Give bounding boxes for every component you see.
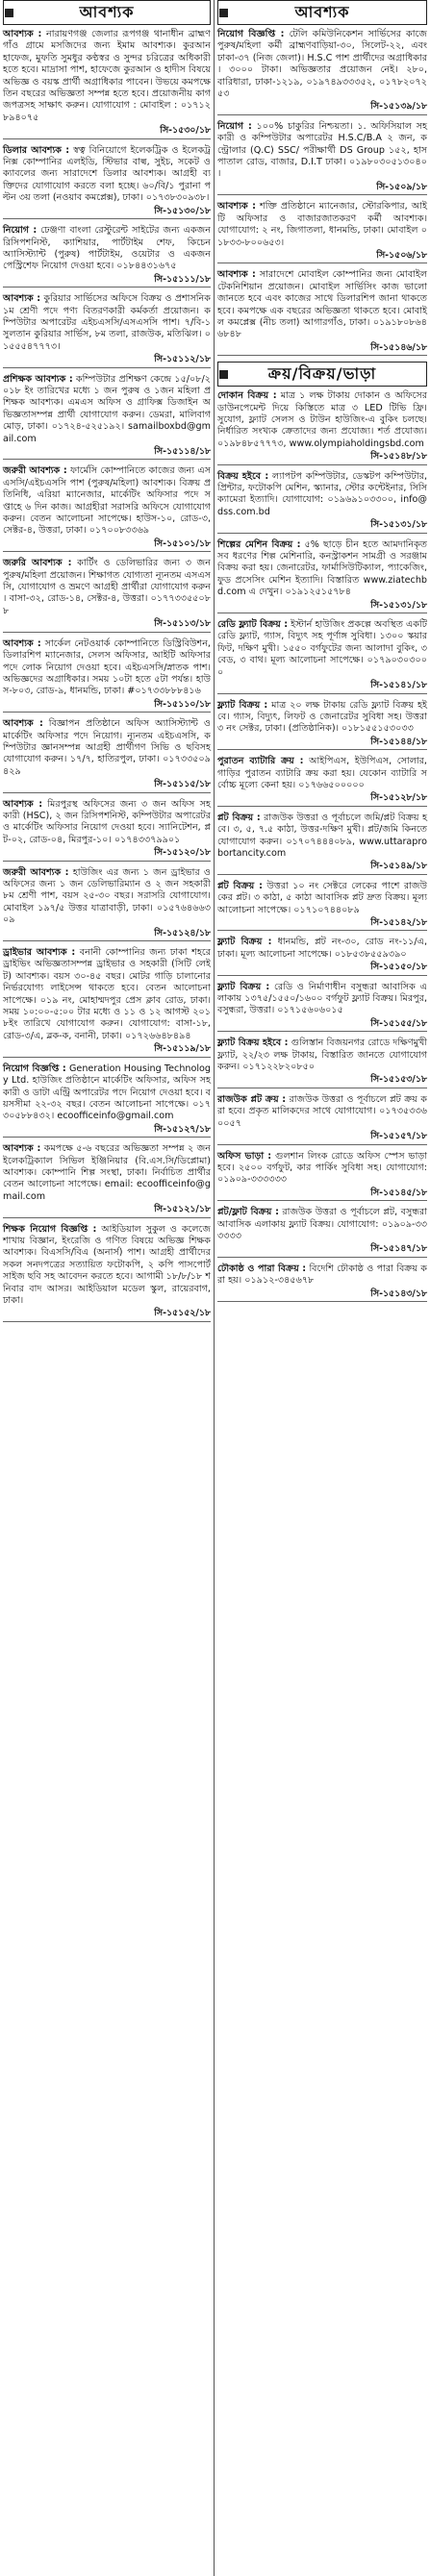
ad-headline: আবশ্যক : bbox=[3, 29, 42, 39]
ad-reference-code: সি-১৫১১৫/১৮ bbox=[154, 779, 211, 790]
classified-ad bbox=[217, 1207, 427, 1258]
ad-headline: জরুরী আবশ্যক : bbox=[3, 866, 69, 878]
ad-body-text: বিদেশি ঢৌকাষ্ঠ ও পারা বিক্রয় করা হয়। ০১৯১২-৩৪৫৬৭৮ bbox=[217, 1263, 427, 1287]
ad-body-text: কম্পিউটার প্রশিক্ষণ কেন্দ্রে ১৫/০৮/২০১৮ ইং তারিখের মধ্যে ১ জন পুরুষ ও ১জন মহিলা প্রশিক্ষক আবশ্যক। এমএস অফিস ও গ্রাফিক্স ডিজাইন অভিজ্ঞতাসম্পন্ন প্রার্থী যোগাযোগ করুন। ডেমরা, মালিবাগ মোড়, ঢাকা। ০১৭২৪-৫২৫১৯২। samailboxbd@gmail.com bbox=[3, 373, 211, 444]
ad-headline: প্লট বিক্রয় : bbox=[217, 812, 261, 823]
classified-ad bbox=[3, 867, 211, 941]
ad-headline: আবশ্যক : bbox=[3, 638, 41, 649]
ad-headline: পুরাতন ব্যাটারি ক্রয় : bbox=[217, 756, 304, 767]
ad-body-text: ১০০% চাকুরির নিশ্চয়তা। ১. অফিসিয়াল সহকারী ও কম্পিউটার অপারেটর H.S.C/B.A ২ জন, কন্ট্রোলার (Q.C) SSC/ পরীক্ষার্থী DS Group ১৫২, হাসপাতাল রোড, বাজার, D.I.T ঢাকা। ০১৯৮০৩০৫১৩০৪০। bbox=[217, 120, 428, 180]
ad-headline: প্লট/ফ্লাট বিক্রয় : bbox=[217, 1207, 279, 1218]
ad-headline: রেডি ফ্ল্যাট বিক্রয় : bbox=[217, 619, 289, 631]
ad-reference-code: সি-১৫১৪৭/১৮ bbox=[370, 1243, 427, 1255]
ad-body-text: স্বত্ব বিনিয়োগে ইলেকট্রিক ও ইলেকট্রনিক্স কোম্পানির এলইডি, স্টিভার বাল্ব, সুইচ, সকেট ও ক্যাবলের জন্য সারাদেশে ডিলার আবশ্যক। আগ্রহী ব্যক্তিদের যোগাযোগ করতে বলা হচ্ছে। ৬০/বি/১ পুরানা পল্টন ৩য় তলা (নওয়াব কমপ্লেক্স), ঢাকা। ০১৭৩৮৩০৯৩৮। bbox=[3, 144, 211, 204]
ad-headline: আবশ্যক : bbox=[217, 201, 256, 213]
ad-reference-code: সি-১৫১৪৮/১৮ bbox=[370, 451, 427, 463]
classified-ad bbox=[217, 756, 427, 807]
ad-headline: নিয়োগ বিজ্ঞপ্তি : bbox=[3, 1063, 66, 1074]
classified-ad bbox=[217, 121, 427, 195]
classified-ad bbox=[3, 145, 211, 219]
left-ads-list bbox=[3, 29, 211, 1322]
ad-headline: নিয়োগ : bbox=[217, 120, 252, 132]
ad-headline: ঢৌকাষ্ঠ ও পারা বিক্রয় : bbox=[217, 1263, 307, 1274]
ad-body-text: মাত্র ২০ লক্ষ টাকায় রেডি ফ্ল্যাট বিক্রয় হইবে। গ্যাস, বিদ্যুৎ, লিফট ও জেনারেটর সুবিধা সহ। উত্তরা ৩ নং সেক্টর, ঢাকা। (প্রতিষ্ঠানিক)। ০১৮১৫৫১৫৩০৩৩ bbox=[217, 699, 427, 735]
right-section-header-buysell bbox=[217, 362, 427, 387]
ad-reference-code: সি-১৫১৩৯/১৮ bbox=[370, 101, 427, 113]
ad-headline: আবশ্যক : bbox=[3, 293, 41, 305]
left-column bbox=[3, 0, 211, 1328]
ad-body-text: উত্তরা ১০ নং সেক্টরে লেকের পাশে রাজউকের প্লট। ৩ কাঠা, ৫ কাঠা আবাসিক প্লট দ্রুত বিক্রয়। মূল্য আলোচনা সাপেক্ষে। ০১৭১০৭৪৪০৮৯ bbox=[217, 880, 427, 915]
classified-ad bbox=[3, 799, 211, 862]
right-column bbox=[217, 0, 427, 1308]
ad-body-text: মাত্র ১ লক্ষ টাকায় দোকান ও অফিসের ডাউনপেমেন্ট দিয়ে কিস্তিতে মাত্র ৩ LED টিভি ফ্রি। সুযোগ, ফ্ল্যাট সেলস ও টাউন হাউজিং-এ বুকিং চলছে। নির্ধারিত সংখ্যক ক্রেতাদের জন্য প্রযোজ্য। শর্ত প্রযোজ্য। ০১৯৮৪৮৫৭৭৭৩, www.olympiaholdingsbd.com bbox=[217, 390, 427, 449]
ad-body-text: কমপক্ষে ৫-৬ বছরের অভিজ্ঞতা সম্পন্ন ২ জন ইলেকট্রিক্যাল সিভিল ইঞ্জিনিয়ার (বি.এস.সি/ডিপ্লোমা) আবশ্যক। কোম্পানি শিল্প সংস্থা, ঢাকা। নির্বাচিত প্রার্থীর বেতন আলোচনা সাপেক্ষে। email: ecoofficeinfo@gmail.com bbox=[3, 1143, 211, 1202]
ad-reference-code: সি-১৫১৪৯/১৮ bbox=[370, 861, 427, 872]
left-section-header bbox=[3, 0, 211, 25]
ad-reference-code: সি-১৫১০১/১৮ bbox=[154, 538, 211, 549]
ad-headline: প্লট বিক্রয় : bbox=[217, 880, 263, 891]
section-heading: আবশ্যক bbox=[217, 0, 427, 25]
ad-headline: ফ্ল্যাট বিক্রয় : bbox=[217, 981, 270, 992]
corner-marker-icon bbox=[5, 9, 13, 17]
ad-reference-code: সি-১৫১১১/১৮ bbox=[154, 273, 211, 285]
ad-headline: ফ্ল্যাট বিক্রয় : bbox=[217, 937, 272, 948]
ad-body-text: আইপিএস, ইউপিএস, সোলার, গাড়ির পুরাতন ব্যাটারি ক্রয় করা হয়। যেকোন ব্যাটারি সর্বোচ্চ মূল্যে কেনা হয়। ০১৭৬৬৫০০০০০ bbox=[217, 756, 427, 790]
ad-reference-code: সি-১৫১৪৫/১৮ bbox=[370, 1187, 427, 1198]
ad-reference-code: সি-১৫১৫৫/১৮ bbox=[370, 1017, 427, 1029]
classified-ad bbox=[3, 374, 211, 461]
ad-headline: আবশ্যক : bbox=[3, 798, 43, 810]
classified-ad bbox=[3, 558, 211, 632]
ad-headline: বিক্রয় হইবে : bbox=[217, 470, 269, 482]
classified-ad bbox=[3, 718, 211, 792]
ad-reference-code: সি-১৫১৩০/১৮ bbox=[154, 205, 211, 216]
classified-ad bbox=[3, 638, 211, 713]
ad-body-text: কার্টিং ও ডেলিভারির জন্য ৩ জন পুরুষ/মহিলা প্রয়োজন। শিক্ষাগত যোগ্যতা ন্যূনতম এসএসসি, যোগাযোগ ও ভ্রমণে আগ্রহী প্রার্থীরা যোগাযোগ করুন। বাসা-৩২, রোড-১৪, সেক্টর-৪, উত্তরা। ০১৭৭৩৩৫৫০৮৮ bbox=[3, 558, 211, 616]
ad-reference-code: সি-১৫১৪২/১৮ bbox=[370, 917, 427, 928]
ad-body-text: টেলি কমিউনিকেশন সার্ভিসের কাজে পুরুষ/মহিলা কর্মী ব্রাহ্মণবাড়িয়া-৩০, সিলেট-২২, এবং ঢাকা-৩৭ (নিজ জেলা)। H.S.C পাশ প্রার্থীদের অগ্রাধিকার। ৩০০০ টাকা। অভিজ্ঞতার প্রয়োজন নেই। ২৮০, বারিধারা, ঢাকা-১২১৯, ০১৯৭৪৯৩৩৩৫২, ০১৭৮২০৭২৫৩ bbox=[217, 29, 427, 100]
ad-headline: আবশ্যক : bbox=[3, 718, 43, 730]
ad-reference-code: সি-১৫১৩১/১৮ bbox=[370, 599, 427, 611]
classified-ad bbox=[217, 881, 427, 932]
classified-ad bbox=[217, 1263, 427, 1302]
classified-ad bbox=[3, 1063, 211, 1138]
ad-reference-code: সি-১৫১১৯/১৮ bbox=[154, 1043, 211, 1055]
ad-body-text: মিরপুরস্থ অফিসের জন্য ৩ জন অফিস সহকারী (HSC), ২ জন রিসিপশনিস্ট, কম্পিউটার অপারেটর ও মার্কেটিং অফিসার নিয়োগ দেওয়া হবে। স্যানিটেশন, প্লট-০২, রোড-০৪, মিরপুর-১০। ০১৭৪৩৩৭৯৯০১ bbox=[3, 798, 211, 845]
ad-body-text: বিজ্ঞাপন প্রতিষ্ঠানে অফিস অ্যাসিস্ট্যান্ট ও মার্কেটিং অফিসার পদে নিয়োগ। ন্যূনতম এইচএসসি, কম্পিউটার জ্ঞানসম্পন্ন আগ্রহী প্রার্থীগণ সিভি ও ছবিসহ যোগাযোগ করুন। ১৭/৭, হাতিরপুল, ঢাকা। ০১৭৩৩৫০৯৪২৯ bbox=[3, 718, 211, 777]
classified-ad bbox=[217, 619, 427, 693]
ad-headline: ডিলার আবশ্যক : bbox=[3, 144, 70, 156]
ad-headline: জরুরী আবশ্যক : bbox=[3, 465, 67, 477]
classified-ad bbox=[217, 471, 427, 534]
ad-reference-code: সি-১৫১৪৪/১৮ bbox=[370, 736, 427, 747]
ad-reference-code: সি-১৫১৫২/১৮ bbox=[154, 1308, 211, 1319]
ad-body-text: ৫% ছাড়ে চীন হতে আমদানিকৃত সব ধরণের শিল্প মেশিনারি, কনস্ট্রাকশন সামগ্রী ও সরঞ্জাম বিক্রয় করা হয়। জেনারেটর, ফার্মাসিউটিক্যাল, প্যাকেজিং, ফুড প্রসেসিং মেশিন ইত্যাদি। বিস্তারিত www.ziatechbd.com এ দেখুন। ০১৯১২৫১৫৭৮৪ bbox=[217, 538, 427, 598]
ad-reference-code: সি-১৫১২৮/১৮ bbox=[370, 792, 427, 804]
classified-ad bbox=[217, 201, 427, 263]
classified-ad bbox=[217, 813, 427, 875]
ad-reference-code: সি-১৫০৬/১৮ bbox=[376, 249, 427, 261]
ad-headline: নিয়োগ বিজ্ঞপ্তি : bbox=[217, 29, 285, 39]
ad-reference-code: সি-১৫১৪৬/১৮ bbox=[370, 341, 427, 353]
ad-headline: শিল্পের মেশিন বিক্রয় : bbox=[217, 538, 301, 550]
ad-reference-code: সি-১৫০৯/১৮ bbox=[376, 181, 427, 192]
classified-ad bbox=[3, 29, 211, 139]
ad-reference-code: সি-১৫১১০/১৮ bbox=[154, 698, 211, 710]
ad-body-text: গুলিস্তান বিজয়নগর রোডে দক্ষিণমুখী ফ্ল্যাট, ২২/২৩ লক্ষ টাকায়, বিস্তারিত জানতে যোগাযোগ করুন। ০১৭১২২৮২০৮৫০ bbox=[217, 1038, 427, 1073]
corner-marker-icon bbox=[219, 9, 228, 17]
ad-body-text: আইডিয়াল সুকুল ও কলেজে শাখায় বিজ্ঞান, ইংরেজি ও গণিত বিষয়ে অভিজ্ঞ শিক্ষক আবশ্যক। বিএসসি/বিএ (অনার্স) পাশ। আগ্রহী প্রার্থীদের সকল সনদপত্রের সত্যায়িত ফটোকপি, ২ কপি পাসপোর্ট সাইজ ছবি সহ আবেদন করতে হবে। আগামী ১৮/৮/১৮ শনিবার বাদ আসর। আইডিয়াল মডেল স্কুল, রায়েরবাগ, ঢাকা। bbox=[3, 1223, 211, 1306]
right-ads-list-buysell bbox=[217, 390, 427, 1302]
ad-body-text: Generation Housing Technology Ltd. হাউজিং প্রতিষ্ঠানে মার্কেটিং অফিসার, অফিস সহকারী ও ডাটা এন্ট্রি অপারেটর পদে নিয়োগ দেওয়া হবে। বয়সসীমা ২২-৩২ বছর। বেতন আলোচনা সাপেক্ষে। ০১৭৩০৫৮৮৪৩২। ecoofficeinfo@gmail.com bbox=[3, 1063, 211, 1122]
ad-body-text: ফার্মেসি কোম্পানিতে কাজের জন্য এসএসসি/এইচএসসি পাশ (পুরুষ/মহিলা) আবশ্যক। বিক্রয় প্রতিনিধি, এরিয়া ম্যানেজার, মার্কেটিং অফিসার পদে সপ্তাহে ৬ দিন কাজ। আগ্রহীরা সরাসরি অফিসে যোগাযোগ করুন। বেতন আলোচনা সাপেক্ষে। হাউস-১০, রোড-৩, সেক্টর-৪, উত্তরা, ঢাকা। ০১৭০০৮৩৩৬৯ bbox=[3, 465, 211, 537]
ad-reference-code: সি-১৫১৪১/১৮ bbox=[370, 680, 427, 691]
ad-headline: জরুরি আবশ্যক : bbox=[3, 558, 72, 569]
ad-headline: ফ্ল্যাট বিক্রয় : bbox=[217, 699, 268, 711]
ad-body-text: নারায়ণগঞ্জ জেলার রূপগঞ্জ থানাধীন ব্রাহ্মণগাঁও গ্রামে মসজিদের জন্য ইমাম আবশ্যক। কুরআন হাফেজ, মুফতি সুমধুর কণ্ঠস্বর ও সুন্দর চরিত্রের অধিকারী হতে হবে। মাদ্রাসা পাশ, হাফেজে কুরআন ও হাদীস বিষয়ে অভিজ্ঞ ও বয়স্ক প্রার্থী অগ্রাধিকার পাবেন। উভয়ে কমপক্ষে তিন বছরের অভিজ্ঞতা সম্পন্ন হতে হবে। প্রয়োজনীয় কাগজপত্রসহ সাক্ষাৎ করুন। যোগাযোগ : মোবাইল : ০১৭১২৮৯৪০৭৫ bbox=[3, 29, 211, 123]
ad-body-text: রাজউক উত্তরা ও পূর্বাচলে জমি/প্লট বিক্রয় হবে। ৩, ৫, ৭.৫ কাঠা, উত্তর-দক্ষিণ মুখী। প্লট/জমি কিনতে যোগাযোগ করুন। ০১৭০৭৪৪৪০৮৯, www.uttaraprobortancity.com bbox=[217, 812, 427, 859]
classified-ad bbox=[217, 1151, 427, 1202]
ad-body-text: হাউজিং এর জন্য ১ জন ড্রাইভার ও অফিসের জন্য ১ জন ডেলিভারিম্যান ও ২ জন সহকারী ৮ম শ্রেণী পাশ, বয়স ২৫-৩০ বছর। সরাসরি যোগাযোগ। মোবাইল ১৯৭/৫ উত্তর যাত্রাবাড়ী, ঢাকা। ০১৫৭৬৪৬৬৩০৯ bbox=[3, 866, 211, 926]
ad-reference-code: সি-১৫১২৭/১৮ bbox=[154, 1123, 211, 1135]
ad-body-text: সার্কেল নেটওয়ার্ক কোম্পানিতে ডিস্ট্রিবিউশন, ডিলারশিপ ম্যানেজার, সেলস অফিসার, আইটি অফিসার পদে লোক নিয়োগ দেওয়া হবে। এইচএসসি/স্নাতক পাশ। অভিজ্ঞদের অগ্রাধিকার। সময় ১০টা হতে ৫টা পর্যন্ত। হাউস-৮০৩, রোড-৯, ধানমন্ডি, ঢাকা। #০১৭৩৩৮৮৮৪১৬ bbox=[3, 638, 211, 697]
classified-ad bbox=[217, 982, 427, 1033]
classified-ad bbox=[3, 947, 211, 1058]
ad-headline: দোকান বিক্রয় : bbox=[217, 390, 277, 402]
classified-ad bbox=[217, 269, 427, 356]
section-heading: ক্রয়/বিক্রয়/ভাড়া bbox=[217, 362, 427, 387]
ad-reference-code: সি-১৫১৫০/১৮ bbox=[370, 962, 427, 973]
ad-reference-code: সি-১৫১৫৭/১৮ bbox=[370, 1131, 427, 1142]
ad-body-text: গুলশান লিংক রোডে অফিস স্পেস ভাড়া হবে। ২৫০০ বর্গফুট, কার পার্কিং সুবিধা সহ। যোগাযোগ: ০১৯০৯-৩৩৩৩৩৩ bbox=[217, 1150, 427, 1186]
right-ads-list-wanted bbox=[217, 29, 427, 356]
ad-reference-code: সি-১৫১১২/১৮ bbox=[154, 354, 211, 365]
ad-body-text: কুরিয়ার সার্ভিসের অফিসে বিক্রয় ও প্রশাসনিক ১ম শ্রেণী পদে পণ্য বিতরণকারী কর্মকর্তা প্রয়োজন। কম্পিউটার অপারেটর এইচএসসি/এসএসসি পাশ। ৭/বি-১ সুলতান কুরিয়ার সার্ভিস, ৮ম তলা, রাজউক, মতিঝিল। ০১৫৫৫৪৭৭৭৩। bbox=[3, 293, 211, 352]
classified-ad bbox=[217, 390, 427, 464]
right-section-header-wanted bbox=[217, 0, 427, 25]
ad-body-text: ইস্টার্ন হাউজিং প্রকল্পে অবস্থিত একটি রেডি ফ্ল্যাট, গ্যাস, বিদ্যুৎ সহ পূর্ণাঙ্গ সুবিধা। ১৩০০ স্কয়ার ফিট, দক্ষিণ মুখী। ১৫৫০ বর্গফুটের জন্য আলাদা বুকিং, ৩ বেড, ৩ বাথ। মূল্য আলোচনা সাপেক্ষে। ০১৭৯০৩০৩০০০ bbox=[217, 619, 427, 678]
ad-headline: আবশ্যক : bbox=[3, 1143, 41, 1155]
ad-headline: নিয়োগ : bbox=[3, 225, 38, 237]
ad-reference-code: সি-১৫১৩১/১৮ bbox=[370, 519, 427, 531]
ad-reference-code: সি-১৫১২১/১৮ bbox=[154, 1204, 211, 1215]
ad-reference-code: সি-১৫১২৪/১৮ bbox=[154, 927, 211, 938]
ad-headline: আবশ্যক : bbox=[217, 269, 256, 281]
ad-headline: ড্রাইভার আবশ্যক : bbox=[3, 947, 76, 959]
classified-ad bbox=[217, 1094, 427, 1145]
corner-marker-icon bbox=[219, 370, 228, 379]
ad-body-text: ল্যাপটপ কম্পিউটার, ডেস্কটপ কম্পিউটার, প্রিন্টার, ফটোকপি মেশিন, স্ক্যানার, স্টোর কন্টেইনার, সিসি ক্যামেরা ইত্যাদি। যোগাযোগ: ০১৯৬৯১০৩৩০০, info@dss.com.bd bbox=[217, 470, 428, 517]
ad-reference-code: সি-১৫৩০/১৮ bbox=[160, 125, 211, 137]
classified-ad bbox=[3, 1143, 211, 1217]
ad-reference-code: সি-১৫১১৩/১৮ bbox=[154, 618, 211, 630]
ad-headline: অফিস ভাড়া : bbox=[217, 1150, 272, 1162]
ad-headline: রাজউক প্লট ক্রয় : bbox=[217, 1093, 287, 1105]
ad-reference-code: সি-১৫১১৪/১৮ bbox=[154, 446, 211, 457]
ad-headline: প্রশিক্ষক আবশ্যক : bbox=[3, 373, 73, 385]
ad-body-text: সারাদেশে মোবাইল কোম্পানির জন্য মোবাইল টেকনিশিয়ান প্রয়োজন। মোবাইল সার্ভিসিং কাজ ভালো জানতে হবে এবং কাজের সাথে ডিলারশিপ জানা থাকতে হবে। কমপক্ষে এক বছরের অভিজ্ঞতা থাকতে হবে। মোবাইল কমপ্লেক্স (নীচ তলা) আগারগাঁও, ঢাকা। ০১৯১৮০৮৬৪৬৮৪৮ bbox=[217, 269, 427, 340]
classified-ad bbox=[217, 539, 427, 613]
ad-headline: শিক্ষক নিয়োগ বিজ্ঞপ্তি : bbox=[3, 1223, 97, 1235]
ad-body-text: রাজউক উত্তরা ও পূর্বাচলে প্লট, বসুন্ধরা আবাসিক এলাকায় ফ্ল্যাট বিক্রয়। যোগাযোগ: ০১৯০৯-৩৩৩৩৩৩ bbox=[217, 1207, 427, 1241]
ad-body-text: বনানী কোম্পানির জন্য ঢাকা শহরে ড্রাইভিং অভিজ্ঞতাসম্পন্ন ড্রাইভার ও সহকারী (সিটি লেইট) আবশ্যক। বয়স ৩০-৪৫ বছর। মোটর গাড়ি চালানোর নির্ভরযোগ্য লাইসেন্স থাকতে হবে। বেতন আলোচনা সাপেক্ষে। ০১৯ নং, মোহাম্মদপুর প্রেস ক্লাব রোড, ঢাকা। সময় ১০:০০-৫:০০ টার মধ্যে ও ১১ ও ১২ আগস্ট ২০১৮ইং তারিখে যোগাযোগ করুন। যোগাযোগ: বাসা-১৮, রোড-৩/এ, ব্লক-ক, বনানী, ঢাকা। ০১৭২৬৬৪৮৪৯৪ bbox=[3, 947, 211, 1041]
ad-headline: ফ্ল্যাট বিক্রয় হইবে : bbox=[217, 1038, 289, 1049]
ad-reference-code: সি-১৫১৫৩/১৮ bbox=[370, 1074, 427, 1086]
ad-reference-code: সি-১৫১৪৩/১৮ bbox=[370, 1288, 427, 1299]
classified-ad bbox=[217, 700, 427, 751]
ad-body-text: ঢেঞ্জণা বাংলা রেস্টুরেন্ট সাইটের জন্য একজন রিসিপশনিস্ট, ক্যাশিয়ার, পার্টটাইম শেফ, কিচেন অ্যাসিস্ট্যান্ট (পুরুষ) পার্টটাইম, ওয়েটার ও একজন পেস্ট্রিশেফ নিয়োগ দেওয়া হবে। ০১৮৪৪৩১৬৭৫ bbox=[3, 225, 211, 272]
classified-ad bbox=[3, 465, 211, 552]
ad-body-text: ধানমন্ডি, প্লট নং-৩০, রোড নং-১১/এ, ঢাকা। মূল্য আলোচনা সাপেক্ষে। ০১৮৫৩৮৫৫৯৩৯০ bbox=[217, 937, 427, 960]
ad-reference-code: সি-১৫১২০/১৮ bbox=[154, 847, 211, 859]
classified-ad bbox=[3, 225, 211, 288]
classified-ad bbox=[3, 293, 211, 367]
classified-ad bbox=[217, 29, 427, 115]
section-heading: আবশ্যক bbox=[3, 0, 211, 25]
ad-body-text: শক্তি প্রতিষ্ঠানে ম্যানেজার, স্টোরকিপার, আইটি অফিসার ও বাজারজাতকরণ কর্মী আবশ্যক। যোগাযোগ: ২ নং, জিগাতলা, ধানমন্ডি, ঢাকা। মোবাইল ০১৮৩৩-৮০০৬৫৩। bbox=[217, 201, 427, 248]
classified-ad bbox=[217, 1038, 427, 1088]
classified-ad bbox=[217, 937, 427, 975]
ad-body-text: রেডি ও নির্মাণাধীন বসুন্ধরা আবাসিক এলাকায় ১৩৭৫/১৫৫০/১৬০০ বর্গফুট ফ্ল্যাট বিক্রয়। মিরপুর, বসুন্ধরা, উত্তরা। ০১৭১৫৬০৬০১৫ bbox=[217, 981, 427, 1016]
ad-body-text: রাজউক উত্তরা ও পূর্বাচলে প্লট ক্রয় করা হবে। প্রকৃত মালিকদের সাথে যোগাযোগ। ০১৭৩৫৩৩৬০০৫৭ bbox=[217, 1093, 427, 1129]
classified-ad bbox=[3, 1224, 211, 1322]
